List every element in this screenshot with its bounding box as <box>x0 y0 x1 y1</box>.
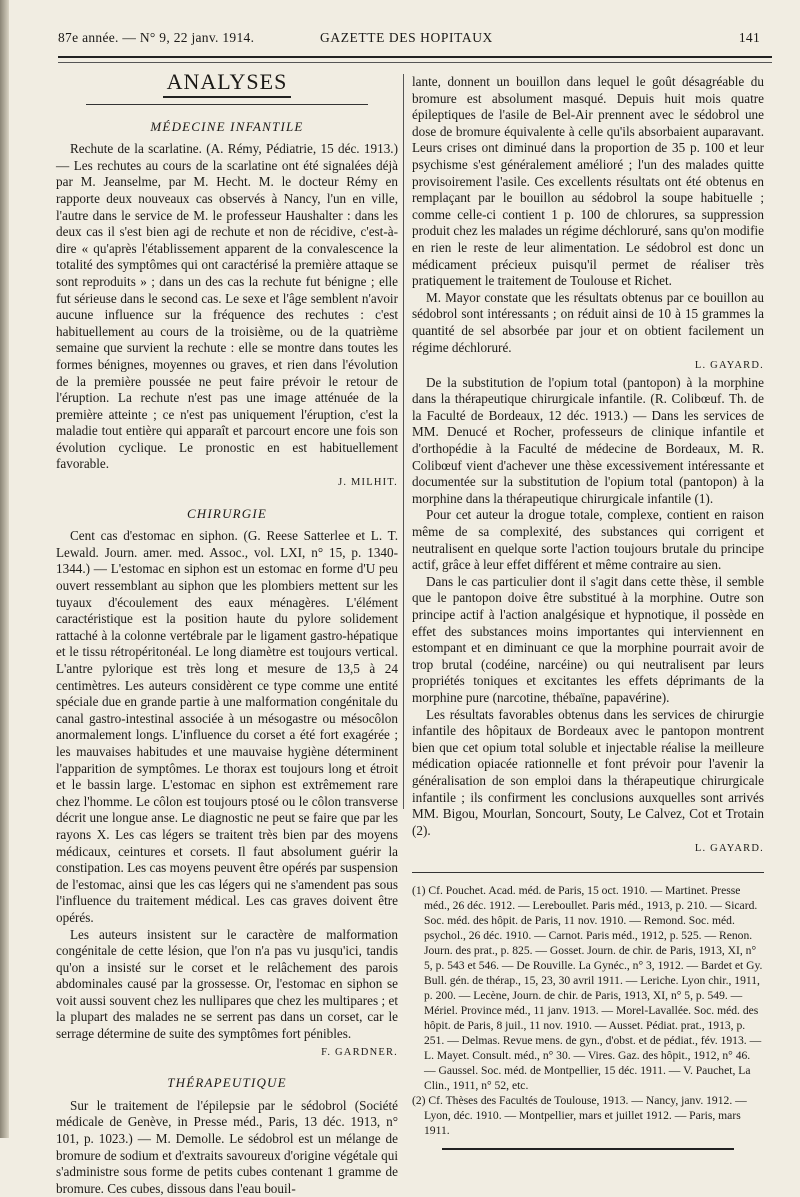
end-rule <box>442 1148 734 1150</box>
journal-title: GAZETTE DES HOPITAUX <box>320 30 493 45</box>
page-header <box>58 30 760 52</box>
section-title-therapeutique: THÉRAPEUTIQUE <box>167 1075 287 1091</box>
article-scarlatine: Rechute de la scarlatine. (A. Rémy, Pédiatrie, 15 déc. 1913.) — Les rechutes au cours de la scarlatine ont été signalées déjà par M. Jeanselme, par M. Hecht. M. le docteur Rémy en rapporte deux nouveaux cas observés à Nancy, l'un en ville, l'autre dans le service de M. le professeur Haushalter : dans les deux cas il s'est bien agi de rechute et non de récidive, c'est-à-dire « qu'après l'établissement apparent de la convalescence la totalité des symptômes qui ont caractérisé la première attaque se sont reproduits » ; dans un des cas la rechute fut bénigne ; elle fut sérieuse dans le second cas. Le sexe et l'âge semblent n'avoir aucune influence sur la fréquence des rechutes : c'est habituellement au cours de la troisième, ou de la quatrième semaine que survient la rechute : elle se montre dans toutes les formes bénignes, moyennes ou graves, et rien dans l'évolution de la première poussée ne peut faire prévoir le retour de l'éruption. La rechute n'est pas une image atténuée de la première atteinte ; ce n'est pas uniquement l'éruption, c'est la maladie tout entière qui apparaît et parcourt encore une fois son évolution cyclique. Le pronostic en est habituellement favorable. <box>56 141 398 472</box>
signature-gardner: F. GARDNER. <box>321 1046 398 1058</box>
article-pantopon-p3: Dans le cas particulier dont il s'agit dans cette thèse, il semble que le pantopon doive être substitué à la morphine. Outre son principe actif à l'action analgésique et hypnotique, il possède en effet des substances moins importantes qui interviennent en estompant et en diminuant ce que la morphine pourrait avoir de trop brutal (codéine, narcéine) ou qui neutralisent par leurs propriétés toniques et excitantes les effets déprimants de la morphine pure (narcotine, thébaïne, papavérine). <box>412 573 764 705</box>
signature-milhit: J. MILHIT. <box>338 477 398 489</box>
footnote-2: (2) Cf. Thèses des Facultés de Toulouse, 1913. — Nancy, janv. 1912. — Lyon, déc. 1910. — Montpellier, mars et juillet 1912. — Paris, mars 1911. <box>412 1093 747 1137</box>
right-column <box>412 74 764 1150</box>
signature-gayard-1: L. GAYARD. <box>694 360 764 372</box>
section-masthead: ANALYSES <box>56 74 398 94</box>
article-estomac-siphon-p2: Les auteurs insistent sur le caractère de malformation congénitale de cette lésion, que l'on n'a pas vu jusqu'ici, tandis qu'on a insisté sur le corset et le relâchement des parois abdominales causé par la grossesse. Or, l'estomac en siphon se voit aussi souvent chez les nullipares que chez les multipares ; et la plupart des malades ne se serrent pas dans un corset, car le serrage détermine de suite des symptômes fort pénibles. <box>56 926 398 1042</box>
section-title-chirurgie: CHIRURGIE <box>186 505 268 521</box>
page-number: 141 <box>738 30 760 45</box>
masthead-rule <box>86 104 368 105</box>
article-pantopon-p4: Les résultats favorables obtenus dans les services de chirurgie infantile des hôpitaux de Bordeaux avec le pantopon montrent bien que cet opium total soluble et injectable réalise la meilleure médication opiacée rationnelle et font prévoir pour l'avenir la généralisation de son emploi dans la thérapeutique chirurgicale infantile ; ils confirment les conclusions auxquelles sont arrivés MM. Bigou, Mourlan, Soncourt, Souty, Le Calvez, Cot et Trotain (2). <box>412 706 764 838</box>
article-pantopon: De la substitution de l'opium total (pantopon) à la morphine dans la thérapeutique chirurgicale infantile. (R. Colibœuf. Th. de la Faculté de Bordeaux, 12 déc. 1913.) — Dans les services de MM. Denucé et Rocher, professeurs de clinique infantile et d'orthopédie à la Faculté de médecine de Bordeaux, M. R. Colibœuf vient d'achever une thèse excessivement intéressante et documentée sur la substitution de l'opium total (pantopon) à la morphine dans la thérapeutique chirurgicale infantile (1). <box>412 374 764 506</box>
signature-gayard-2: L. GAYARD. <box>694 843 764 855</box>
footnotes-rule <box>412 872 764 873</box>
column-divider <box>403 74 404 809</box>
article-sedobrol-continued: lante, donnent un bouillon dans lequel le goût désagréable du bromure est absolument masqué. Depuis huit mois quatre épileptiques de l'asile de Bel-Air prennent avec le sédobrol une dose de bromure équivalente à celle qu'ils absorbaient auparavant. Leurs crises ont diminué dans la proportion de 35 p. 100 et leur psychisme s'est généralement amélioré ; l'un des malades quitte provisoirement l'asile. Ces excellents résultats ont été obtenus en remplaçant par le bouillon au sédobrol la soupe habituelle ; comme celle-ci contient 1 p. 100 de chlorures, sa suppression produit chez les malades un régime déchloruré, sans qu'on modifie en rien le reste de leur alimentation. Le sédobrol est donc un médicament précieux puisqu'il permet de réaliser très pratiquement le traitement de Toulouse et Richet. <box>412 74 764 289</box>
header-rule <box>58 56 772 58</box>
header-rule-thin <box>58 62 772 63</box>
article-estomac-siphon: Cent cas d'estomac en siphon. (G. Reese Satterlee et L. T. Lewald. Journ. amer. med. Assoc., vol. LXI, n° 15, p. 1340-1344.) — L'estomac en siphon est un estomac en forme d'U peu ouvert ressemblant au siphon que les plombiers mettent sur les tuyaux d'écoulement des eaux ménagères. L'élément caractéristique est la position haute du pylore solidement rattaché à la colonne vertébrale par le ligament gastro-hépatique et le tissu rétropéritonéal. Le long diamètre est toujours vertical. L'antre pylorique est très long et mesure de 13,5 à 24 centimètres. Les auteurs considèrent ce type comme une entité spéciale due en grande partie à une malformation congénitale du canal gastro-intestinal associée à un mésogastre ou mésocôlon anormalement longs. L'influence du corset a été fort exagérée ; les mauvaises habitudes et une mauvaise hygiène déterminent l'apparition de symptômes. Le thorax est toujours long et étroit et le bassin large. L'estomac en siphon est extrêmement rare chez l'homme. Le côlon est toujours ptosé ou le côlon transverse décrit une longue anse. Le diagnostic ne peut se faire que par les rayons X. Les cas légers se traitent très bien par des moyens médicaux, ceintures et corsets. Il faut absolument guérir la constipation. Les cas moyens peuvent être opérés par suspension de l'estomac, ainsi que les cas légers qui ne s'amendent pas sous l'influence du traitement médical. Les cas graves doivent être opérés. <box>56 528 398 925</box>
article-sedobrol-mayor: M. Mayor constate que les résultats obtenus par ce bouillon au sédobrol sont intéressants ; on réduit ainsi de 10 à 15 grammes la quantité de sel absorbée par jour et on obtient facilement un régime déchloruré. <box>412 289 764 355</box>
section-title-medecine-infantile: MÉDECINE INFANTILE <box>150 118 304 134</box>
footnote-1: (1) Cf. Pouchet. Acad. méd. de Paris, 15 oct. 1910. — Martinet. Presse méd., 26 déc. 1912. — Lereboullet. Paris méd., 1913, p. 210. — Sicard. Soc. méd. des hôpit. de Paris, 11 nov. 1910. — Remond. Soc. méd. psychol., 26 déc. 1910. — Carnot. Paris méd., 1912, p. 525. — Renon. Journ. des prat., p. 825. — Gosset. Journ. de chir. de Paris, 1913, XI, n° 5, p. 543 et 546. — De Rouville. La Gynéc., n° 3, 1912. — Bardet et Gy. Bull. gén. de thérap., 15, 23, 30 avril 1911. — Leriche. Lyon chir., 1911, p. 200. — Lecène, Journ. de chir. de Paris, 1913, XI, n° 5, p. 549. — Mériel. Province méd., 11 janv. 1913. — Morel-Lavallée. Soc. méd. des hôpit. de Paris, 8 juil., 11 nov. 1910. — Ausset. Pédiat. prat., 1913, p. 251. — Delmas. Revue mens. de gyn., d'obst. et de pédiat., fév. 1913. — L. Mayet. Consult. méd., n° 30. — Vires. Gaz. des hôpit., 1912, n° 46. — Gaussel. Soc. méd. de Montpellier, 15 déc. 1911. — V. Pauchet, La Clin., 1911, n° 52, etc. <box>412 883 763 1092</box>
footnotes <box>412 883 764 1138</box>
issue-info: 87e année. — N° 9, 22 janv. 1914. <box>58 30 255 45</box>
left-column <box>56 69 398 1197</box>
article-pantopon-p2: Pour cet auteur la drogue totale, complexe, contient en raison même de sa complexité, des substances qui corrigent et neutralisent en quelque sorte l'action toujours brutale du principe actif, grâce à leur effet différent et même contraire au sien. <box>412 507 764 573</box>
article-sedobrol: Sur le traitement de l'épilepsie par le sédobrol (Société médicale de Genève, in Presse méd., Paris, 13 déc. 1913, n° 101, p. 1023.) — M. Demolle. Le sédobrol est un mélange de bromure de sodium et d'extraits savoureux d'origine végétale qui s'administre sous forme de petits cubes contenant 1 gramme de bromure. Ces cubes, dissous dans l'eau bouil- <box>56 1097 398 1196</box>
page-binding-edge <box>0 0 9 1138</box>
